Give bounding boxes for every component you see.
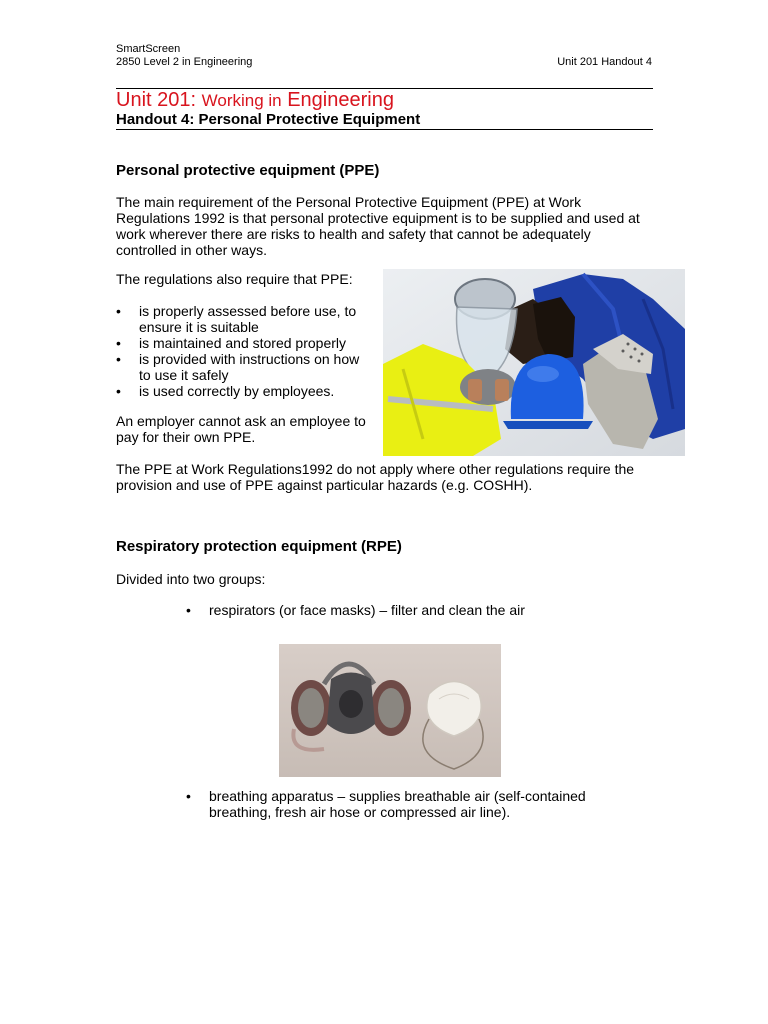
ppe-bullet-list	[139, 303, 379, 399]
list-item: • breathing apparatus – supplies breathable air (self-contained breathing, fresh air hose or compressed air line).	[209, 788, 629, 820]
ppe-heading: Personal protective equipment (PPE)	[116, 162, 380, 179]
page-title	[116, 88, 394, 113]
ppe-intro-paragraph	[116, 194, 676, 258]
ppe-intro-line: The main requirement of the Personal Protective Equipment (PPE) at Work	[116, 194, 582, 210]
rpe-heading: Respiratory protection equipment (RPE)	[116, 538, 402, 555]
rpe-bullet-list-2	[209, 788, 629, 820]
handout-title: Handout 4: Personal Protective Equipment	[116, 111, 421, 128]
ppe-intro-line: Regulations 1992 is that personal protective equipment is to be supplied and used at	[116, 210, 640, 226]
title-word2: Engineering	[287, 89, 394, 111]
title-unit: Unit 201:	[116, 89, 197, 111]
header-course: 2850 Level 2 in Engineering	[116, 56, 253, 68]
exception-paragraph: The PPE at Work Regulations1992 do not apply where other regulations require the provision and use of PPE against particular hazards (e.g. COSHH).	[116, 461, 635, 493]
ppe-intro-line: work wherever there are risks to health and safety that cannot be adequately	[116, 226, 591, 242]
employer-paragraph: An employer cannot ask an employee to pay for their own PPE.	[116, 413, 366, 445]
ppe-regs-intro: The regulations also require that PPE:	[116, 271, 353, 287]
ppe-equipment-photo	[383, 269, 685, 456]
list-item: • is provided with instructions on how to use it safely	[139, 351, 379, 383]
list-item: • respirators (or face masks) – filter and clean the air	[209, 602, 629, 618]
list-item: • is maintained and stored properly	[139, 335, 379, 351]
list-item: • is used correctly by employees.	[139, 383, 379, 399]
header-company: SmartScreen	[116, 43, 181, 55]
list-item: • is properly assessed before use, to ensure it is suitable	[139, 303, 379, 335]
ppe-intro-line: controlled in other ways.	[116, 242, 267, 258]
ppe-equipment-illustration	[383, 269, 685, 456]
header-unit-ref: Unit 201 Handout 4	[557, 56, 652, 68]
respirator-illustration	[279, 644, 501, 777]
rpe-bullet-list-1	[209, 602, 629, 618]
title-word1: Working in	[201, 91, 282, 110]
respirator-photo	[279, 644, 501, 777]
title-bottom-rule	[116, 129, 653, 130]
rpe-groups-intro: Divided into two groups:	[116, 571, 266, 587]
